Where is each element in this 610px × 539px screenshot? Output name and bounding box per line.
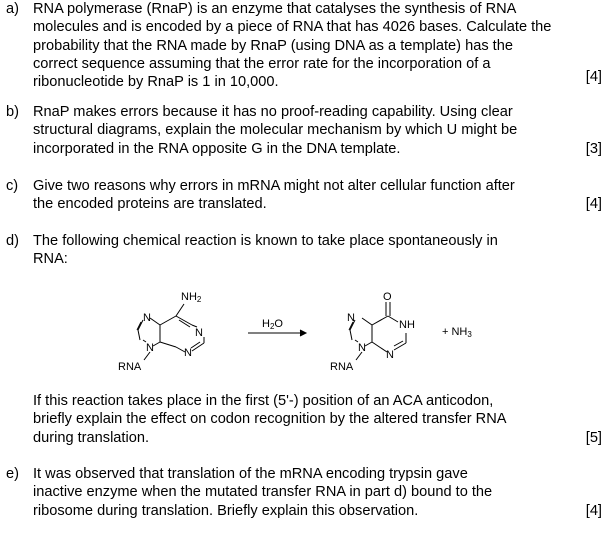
question-d-line: RNA: [33, 251, 68, 268]
question-b-marks: [3] [585, 141, 602, 157]
product-n3-label: N [386, 349, 394, 361]
reactant-nh2-label: NH2 [181, 291, 202, 304]
question-d-followup-line: briefly explain the effect on codon recognition by the altered transfer RNA [33, 411, 507, 428]
question-b-label: b) [6, 104, 19, 120]
question-a-line: RNA polymerase (RnaP) is an enzyme that catalyses the synthesis of RNA [33, 1, 517, 17]
question-d-followup-text [33, 392, 573, 447]
question-d-line: The following chemical reaction is known to take place spontaneously in [33, 233, 498, 249]
question-a-line: correct sequence assuming that the error rate for the incorporation of a [33, 55, 491, 72]
product-n9-label: N [358, 342, 366, 354]
question-c-line: the encoded proteins are translated. [33, 196, 267, 213]
reactant-rna-label: RNA [118, 361, 142, 373]
product-o-label: O [383, 291, 392, 303]
question-b-line: incorporated in the RNA opposite G in the DNA template. [33, 140, 401, 157]
question-e [0, 465, 610, 523]
question-d-followup-line: If this reaction takes place in the first (5'-) position of an ACA anticodon, [33, 393, 494, 409]
question-a-marks: [4] [585, 69, 602, 85]
question-d-continued [0, 392, 610, 450]
product-nh-label: NH [399, 319, 415, 331]
question-a-label: a) [6, 1, 19, 17]
question-e-line: It was observed that translation of the mRNA encoding trypsin gave [33, 466, 468, 482]
question-e-marks: [4] [585, 503, 602, 519]
question-a-line: probability that the RNA made by RnaP (using DNA as a template) has the [33, 37, 513, 54]
question-c-marks: [4] [585, 196, 602, 212]
question-d-followup-line: during translation. [33, 429, 150, 446]
question-d-marks: [5] [585, 430, 602, 446]
reactant-n3-label: N [184, 347, 192, 359]
byproduct-ammonia-label: + NH3 [442, 326, 472, 339]
question-a-line: ribonucleotide by RnaP is 1 in 10,000. [33, 74, 279, 91]
product-rna-label: RNA [330, 361, 354, 373]
product-n7-label: N [347, 312, 355, 324]
question-c-line: Give two reasons why errors in mRNA might not alter cellular function after [33, 178, 515, 194]
question-b-line: structural diagrams, explain the molecular mechanism by which U might be [33, 122, 518, 139]
reactant-n1-label: N [195, 327, 203, 339]
question-e-line: inactive enzyme when the mutated transfer RNA in part d) bound to the [33, 484, 493, 501]
question-d-label: d) [6, 233, 19, 249]
question-e-line: ribosome during translation. Briefly explain this observation. [33, 502, 419, 519]
reactant-n7-label: N [143, 312, 151, 324]
reactant-n9-label: N [146, 342, 154, 354]
question-a-line: molecules and is encoded by a piece of RNA that has 4026 bases. Calculate the [33, 19, 552, 36]
question-c-label: c) [6, 178, 19, 194]
question-e-text [33, 465, 573, 520]
reaction-arrow [248, 330, 306, 336]
question-e-label: e) [6, 466, 19, 482]
question-b-line: RnaP makes errors because it has no proof-reading capability. Using clear [33, 104, 513, 120]
reagent-water-label: H2O [262, 318, 283, 331]
